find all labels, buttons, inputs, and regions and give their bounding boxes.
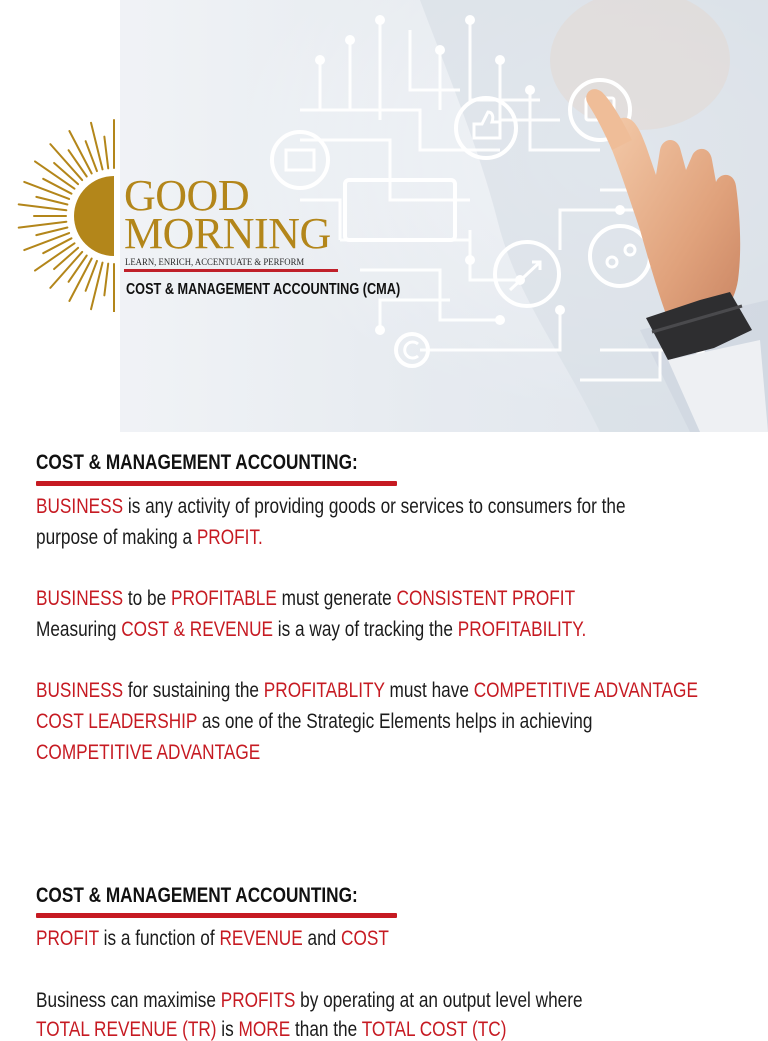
body-text: must have (384, 679, 474, 702)
section1-line-2 (36, 527, 313, 548)
body-text: is a function of (98, 927, 220, 950)
highlight-term: PROFITABLE (170, 587, 277, 610)
body-text: than the (290, 1018, 362, 1041)
sun-icon (14, 118, 118, 312)
section2-title: COST & MANAGEMENT ACCOUNTING: (36, 884, 358, 907)
section1-title-underline (36, 481, 397, 486)
section2-line-1 (36, 928, 466, 949)
highlight-term: PROFITABLITY (263, 679, 385, 702)
body-text: as one of the Strategic Elements helps in achieving (197, 710, 593, 733)
highlight-term: REVENUE (219, 927, 303, 950)
highlight-term: TOTAL COST (TC) (361, 1018, 507, 1041)
greeting-morning: MORNING (124, 209, 331, 258)
highlight-term: CONSISTENT PROFIT (396, 587, 576, 610)
section2-title-underline (36, 913, 397, 918)
highlight-term: TOTAL REVENUE (TR) (36, 1018, 217, 1041)
body-text: by operating at an output level where (295, 989, 583, 1012)
body-text: must generate (276, 587, 397, 610)
highlight-term: COMPETITIVE ADVANTAGE (473, 679, 698, 702)
highlight-term: COST (341, 927, 389, 950)
highlight-term: COST & REVENUE (121, 618, 274, 641)
highlight-term: BUSINESS (36, 495, 124, 518)
body-text: to be (123, 587, 171, 610)
highlight-term: PROFIT. (196, 526, 263, 549)
body-text: and (302, 927, 342, 950)
body-text: is a way of tracking the (273, 618, 458, 641)
course-title: COST & MANAGEMENT ACCOUNTING (CMA) (126, 281, 401, 298)
highlight-term: COMPETITIVE ADVANTAGE (36, 741, 261, 764)
section1-title: COST & MANAGEMENT ACCOUNTING: (36, 451, 358, 474)
header-banner (0, 0, 768, 432)
section1-line-4 (36, 619, 707, 640)
greeting-good: GOOD (124, 171, 250, 220)
body-text: is (216, 1018, 239, 1041)
tagline: LEARN, ENRICH, ACCENTUATE & PERFORM (125, 258, 305, 268)
body-text: purpose of making a (36, 526, 197, 549)
highlight-term: PROFITS (220, 989, 296, 1012)
section1-line-1 (36, 496, 755, 517)
highlight-term: COST LEADERSHIP (36, 710, 198, 733)
highlight-term: PROFIT (36, 927, 99, 950)
body-text: Business can maximise (36, 989, 221, 1012)
highlight-term: PROFITABILITY. (457, 618, 587, 641)
highlight-term: BUSINESS (36, 587, 124, 610)
section1-line-3 (36, 588, 693, 609)
body-text: for sustaining the (123, 679, 264, 702)
body-text: Measuring (36, 618, 122, 641)
highlight-term: MORE (238, 1018, 291, 1041)
section1-line-6 (36, 711, 715, 732)
body-text: is any activity of providing goods or services to consumers for the (123, 495, 626, 518)
section2-line-2 (36, 990, 703, 1011)
tagline-underline (124, 269, 338, 272)
highlight-term: BUSINESS (36, 679, 124, 702)
section1-line-5 (36, 680, 768, 701)
section2-line-3 (36, 1019, 610, 1040)
section1-line-7 (36, 742, 309, 763)
